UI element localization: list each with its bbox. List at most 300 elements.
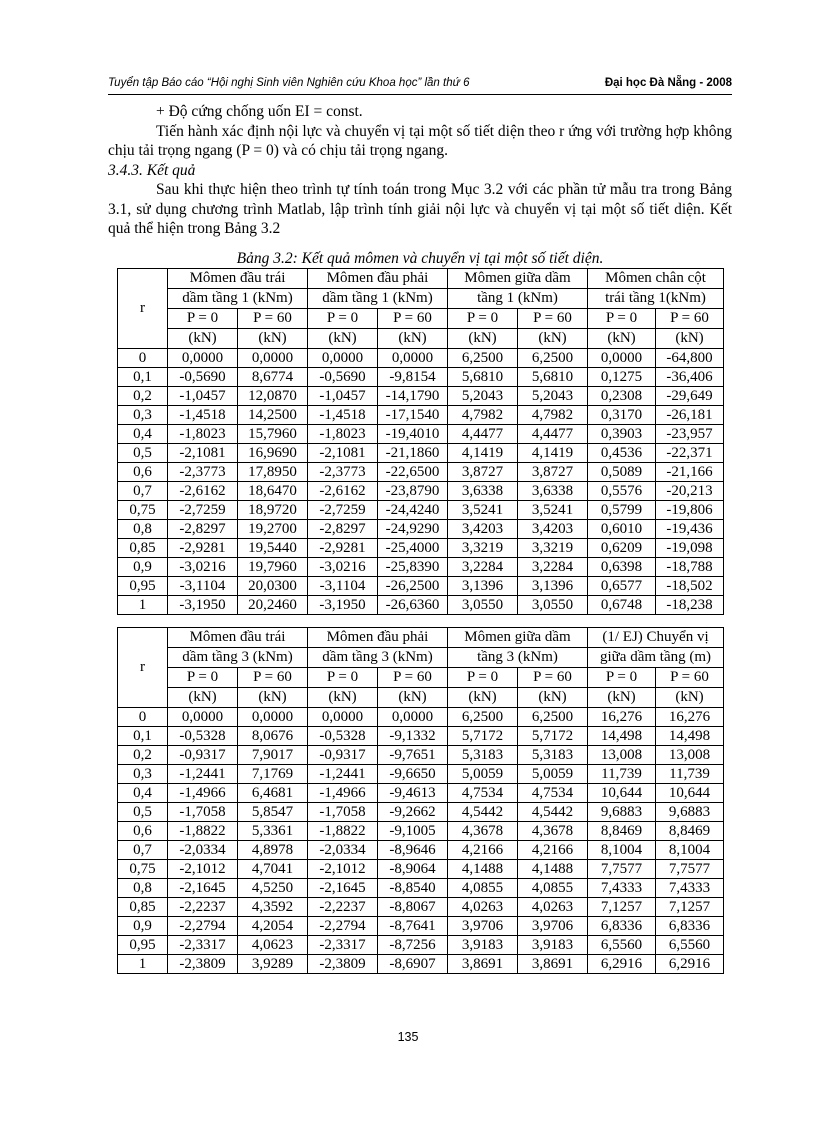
table-cell: 4,0263 — [448, 898, 518, 917]
r-value-cell: 0,8 — [118, 520, 168, 539]
table-cell: -0,5690 — [308, 368, 378, 387]
table-cell: -2,2237 — [308, 898, 378, 917]
r-value-cell: 1 — [118, 596, 168, 615]
table-cell: 3,9289 — [238, 955, 308, 974]
table-cell: -8,9064 — [378, 860, 448, 879]
table-cell: 0,1275 — [588, 368, 656, 387]
unit-header-row — [118, 329, 724, 349]
table-cell: -14,1790 — [378, 387, 448, 406]
table-cell: 6,2916 — [588, 955, 656, 974]
r-value-cell: 0,8 — [118, 879, 168, 898]
table-cell: 4,2166 — [448, 841, 518, 860]
table-cell: -2,9281 — [168, 539, 238, 558]
table-cell: 4,7534 — [518, 784, 588, 803]
table-cell: 4,3592 — [238, 898, 308, 917]
table-cell: 3,4203 — [448, 520, 518, 539]
table-cell: 4,4477 — [518, 425, 588, 444]
group-header: Mômen đầu phải — [308, 269, 448, 289]
load-p60: P = 60 — [656, 668, 724, 688]
table-cell: 3,9183 — [448, 936, 518, 955]
table-cell: 4,0855 — [448, 879, 518, 898]
table-row — [118, 349, 724, 368]
table-cell: -2,1012 — [308, 860, 378, 879]
table-cell: -22,6500 — [378, 463, 448, 482]
table-cell: 4,0623 — [238, 936, 308, 955]
table-row — [118, 425, 724, 444]
header-institution: Đại học Đà Nẵng - 2008 — [604, 77, 732, 89]
table-cell: 7,1769 — [238, 765, 308, 784]
table-row — [118, 482, 724, 501]
table-cell: 6,8336 — [656, 917, 724, 936]
table-row — [118, 539, 724, 558]
load-p60: P = 60 — [238, 668, 308, 688]
table-cell: -8,8540 — [378, 879, 448, 898]
table-row — [118, 727, 724, 746]
table-cell: -18,238 — [656, 596, 724, 615]
table-cell: -1,4966 — [168, 784, 238, 803]
table-row — [118, 558, 724, 577]
table-cell: -64,800 — [656, 349, 724, 368]
table-cell: 6,2500 — [518, 349, 588, 368]
table-cell: -2,3317 — [168, 936, 238, 955]
page-number: 135 — [397, 1030, 419, 1044]
table-cell: 3,8691 — [448, 955, 518, 974]
table-cell: 14,2500 — [238, 406, 308, 425]
table-row — [118, 577, 724, 596]
table-cell: -2,9281 — [308, 539, 378, 558]
table-cell: 5,2043 — [518, 387, 588, 406]
table-cell: 0,0000 — [238, 708, 308, 727]
table-row — [118, 860, 724, 879]
table-cell: 4,2054 — [238, 917, 308, 936]
body-text — [108, 102, 732, 239]
table-cell: -3,1104 — [168, 577, 238, 596]
table-cell: 0,6010 — [588, 520, 656, 539]
table-cell: -9,6650 — [378, 765, 448, 784]
table-cell: 8,6774 — [238, 368, 308, 387]
table-cell: -17,1540 — [378, 406, 448, 425]
table-cell: -1,2441 — [308, 765, 378, 784]
table-cell: 13,008 — [656, 746, 724, 765]
table-cell: 3,4203 — [518, 520, 588, 539]
table-cell: 0,0000 — [308, 708, 378, 727]
r-value-cell: 1 — [118, 955, 168, 974]
table-cell: -2,3773 — [168, 463, 238, 482]
table-cell: 11,739 — [656, 765, 724, 784]
table-cell: 7,7577 — [588, 860, 656, 879]
table-cell: -9,2662 — [378, 803, 448, 822]
group-header-unit: trái tầng 1(kNm) — [588, 289, 724, 309]
table-cell: -2,8297 — [308, 520, 378, 539]
table-cell: -2,2794 — [168, 917, 238, 936]
table-cell: 3,6338 — [518, 482, 588, 501]
table-cell: -25,4000 — [378, 539, 448, 558]
r-value-cell: 0,5 — [118, 444, 168, 463]
table-cell: 5,0059 — [518, 765, 588, 784]
table-cell: -2,6162 — [168, 482, 238, 501]
table-cell: 17,8950 — [238, 463, 308, 482]
group-header-unit: dầm tầng 1 (kNm) — [168, 289, 308, 309]
table-cell: 5,6810 — [518, 368, 588, 387]
table-cell: 6,5560 — [588, 936, 656, 955]
table-cell: 3,1396 — [518, 577, 588, 596]
table-cell: -1,7058 — [308, 803, 378, 822]
table-cell: 8,0676 — [238, 727, 308, 746]
table-row — [118, 955, 724, 974]
table-cell: 8,8469 — [656, 822, 724, 841]
section-subheading: 3.4.3. Kết quả — [108, 161, 196, 179]
r-value-cell: 0,4 — [118, 784, 168, 803]
load-p60: P = 60 — [518, 309, 588, 329]
r-value-cell: 0,6 — [118, 463, 168, 482]
table-cell: -9,8154 — [378, 368, 448, 387]
table-cell: -9,1332 — [378, 727, 448, 746]
r-value-cell: 0,75 — [118, 860, 168, 879]
group-header: Mômen đầu phải — [308, 628, 448, 648]
table-cell: 4,0263 — [518, 898, 588, 917]
group-header-unit: giữa dầm tầng (m) — [588, 648, 724, 668]
table-cell: -3,1950 — [168, 596, 238, 615]
table-cell: 16,276 — [588, 708, 656, 727]
group-header: Mômen đầu trái — [168, 269, 308, 289]
table-row — [118, 784, 724, 803]
table-cell: 4,7534 — [448, 784, 518, 803]
table-cell: 3,8691 — [518, 955, 588, 974]
table-cell: 0,5576 — [588, 482, 656, 501]
table-row — [118, 387, 724, 406]
r-header: r — [118, 269, 168, 349]
table-cell: 4,4477 — [448, 425, 518, 444]
table-cell: 16,276 — [656, 708, 724, 727]
table-cell: 3,0550 — [518, 596, 588, 615]
results-paragraph: Sau khi thực hiện theo trình tự tính toán trong Mục 3.2 với các phần tử mẫu tra trong Bảng 3.1, sử dụng chương trình Matlab, lập trình tính giải nội lực và chuyển vị tại một số tiết diện. Kết quả thể hiện trong Bảng 3.2 — [108, 181, 732, 237]
results-table-floor-1 — [117, 268, 724, 615]
table-cell: 4,7982 — [518, 406, 588, 425]
load-p60: P = 60 — [378, 668, 448, 688]
table-cell: 3,8727 — [518, 463, 588, 482]
load-p0: P = 0 — [448, 668, 518, 688]
table-cell: -23,957 — [656, 425, 724, 444]
table-cell: 4,1488 — [448, 860, 518, 879]
r-value-cell: 0,85 — [118, 539, 168, 558]
intro-paragraph: Tiến hành xác định nội lực và chuyển vị tại một số tiết diện theo r ứng với trường hợp không chịu tải trọng ngang (P = 0) và có chịu tải trọng ngang. — [108, 122, 732, 159]
table-cell: -19,436 — [656, 520, 724, 539]
table-cell: -1,8023 — [168, 425, 238, 444]
load-p0: P = 0 — [168, 309, 238, 329]
table-cell: -1,2441 — [168, 765, 238, 784]
table-cell: 0,5089 — [588, 463, 656, 482]
group-header-unit: dầm tầng 3 (kNm) — [168, 648, 308, 668]
r-value-cell: 0,1 — [118, 727, 168, 746]
table-cell: 6,2916 — [656, 955, 724, 974]
table-cell: -2,8297 — [168, 520, 238, 539]
table-cell: -3,1104 — [308, 577, 378, 596]
table-cell: -0,9317 — [168, 746, 238, 765]
table-cell: -18,788 — [656, 558, 724, 577]
table-cell: -2,7259 — [168, 501, 238, 520]
table-cell: -8,9646 — [378, 841, 448, 860]
table-cell: 3,9706 — [518, 917, 588, 936]
group-header: Mômen giữa dầm — [448, 628, 588, 648]
table-cell: 0,3903 — [588, 425, 656, 444]
table-cell: 6,4681 — [238, 784, 308, 803]
table-cell: 13,008 — [588, 746, 656, 765]
table-cell: 14,498 — [588, 727, 656, 746]
table-cell: 8,8469 — [588, 822, 656, 841]
table-cell: 0,0000 — [238, 349, 308, 368]
header-title: Tuyển tập Báo cáo “Hội nghị Sinh viên Nghiên cứu Khoa học” lần thứ 6 — [108, 77, 470, 89]
table-cell: -2,1012 — [168, 860, 238, 879]
table-row — [118, 841, 724, 860]
table-cell: -20,213 — [656, 482, 724, 501]
table-cell: -1,8822 — [308, 822, 378, 841]
table-cell: 5,7172 — [448, 727, 518, 746]
table-row — [118, 898, 724, 917]
table-row — [118, 406, 724, 425]
table-cell: -1,4966 — [308, 784, 378, 803]
table-row — [118, 765, 724, 784]
unit-kn: (kN) — [518, 329, 588, 349]
results-table-floor-3 — [117, 627, 724, 974]
table-cell: -1,8822 — [168, 822, 238, 841]
table-cell: -2,3809 — [168, 955, 238, 974]
table-cell: 5,7172 — [518, 727, 588, 746]
table-cell: 3,5241 — [448, 501, 518, 520]
table-cell: 0,5799 — [588, 501, 656, 520]
table-cell: 0,4536 — [588, 444, 656, 463]
table-cell: -18,502 — [656, 577, 724, 596]
table-cell: 3,0550 — [448, 596, 518, 615]
load-p60: P = 60 — [378, 309, 448, 329]
table-row — [118, 596, 724, 615]
table-cell: 20,2460 — [238, 596, 308, 615]
table-row — [118, 917, 724, 936]
table-cell: 18,6470 — [238, 482, 308, 501]
group-header: (1/ EJ) Chuyển vị — [588, 628, 724, 648]
table-cell: 0,6577 — [588, 577, 656, 596]
table-cell: -1,0457 — [308, 387, 378, 406]
table-cell: 10,644 — [656, 784, 724, 803]
table-cell: -2,2237 — [168, 898, 238, 917]
table-cell: -2,1081 — [308, 444, 378, 463]
table-cell: 4,1419 — [448, 444, 518, 463]
table-cell: -21,1860 — [378, 444, 448, 463]
table-cell: 0,0000 — [168, 708, 238, 727]
r-value-cell: 0,2 — [118, 746, 168, 765]
table-cell: 8,1004 — [588, 841, 656, 860]
r-value-cell: 0,95 — [118, 577, 168, 596]
r-value-cell: 0 — [118, 708, 168, 727]
table-cell: 4,0855 — [518, 879, 588, 898]
r-value-cell: 0,85 — [118, 898, 168, 917]
table-cell: -8,8067 — [378, 898, 448, 917]
table-cell: -21,166 — [656, 463, 724, 482]
table-cell: 6,2500 — [448, 708, 518, 727]
table-cell: 11,739 — [588, 765, 656, 784]
table-cell: 3,1396 — [448, 577, 518, 596]
r-value-cell: 0,75 — [118, 501, 168, 520]
table-cell: 3,5241 — [518, 501, 588, 520]
table-row — [118, 879, 724, 898]
table-body — [118, 708, 724, 974]
table-cell: -2,0334 — [168, 841, 238, 860]
table-cell: 0,0000 — [378, 349, 448, 368]
table-cell: -36,406 — [656, 368, 724, 387]
table-cell: 3,2284 — [448, 558, 518, 577]
table-cell: -2,3317 — [308, 936, 378, 955]
table-cell: -23,8790 — [378, 482, 448, 501]
table-row — [118, 803, 724, 822]
table-cell: -19,806 — [656, 501, 724, 520]
table-row — [118, 501, 724, 520]
table-cell: 4,8978 — [238, 841, 308, 860]
r-value-cell: 0,7 — [118, 482, 168, 501]
unit-kn: (kN) — [308, 329, 378, 349]
table-cell: 9,6883 — [588, 803, 656, 822]
table-cell: 19,7960 — [238, 558, 308, 577]
table-cell: 7,7577 — [656, 860, 724, 879]
load-p0: P = 0 — [588, 309, 656, 329]
table-cell: 3,6338 — [448, 482, 518, 501]
table-cell: 3,3219 — [448, 539, 518, 558]
table-cell: -3,1950 — [308, 596, 378, 615]
table-cell: 4,3678 — [448, 822, 518, 841]
table-cell: -1,4518 — [308, 406, 378, 425]
table-row — [118, 822, 724, 841]
load-header-row — [118, 668, 724, 688]
table-cell: -2,1645 — [168, 879, 238, 898]
table-cell: 19,5440 — [238, 539, 308, 558]
table-cell: -0,9317 — [308, 746, 378, 765]
r-value-cell: 0,2 — [118, 387, 168, 406]
unit-kn: (kN) — [378, 329, 448, 349]
table-caption: Bảng 3.2: Kết quả mômen và chuyển vị tại một số tiết diện. — [236, 250, 604, 267]
table-cell: -8,6907 — [378, 955, 448, 974]
load-p60: P = 60 — [656, 309, 724, 329]
table-cell: 5,3361 — [238, 822, 308, 841]
table-cell: -1,0457 — [168, 387, 238, 406]
table-cell: 0,6748 — [588, 596, 656, 615]
table-cell: -2,6162 — [308, 482, 378, 501]
table-cell: -0,5328 — [168, 727, 238, 746]
r-value-cell: 0,3 — [118, 406, 168, 425]
table-cell: 4,7041 — [238, 860, 308, 879]
table-cell: -26,2500 — [378, 577, 448, 596]
table-cell: 4,5250 — [238, 879, 308, 898]
unit-kn: (kN) — [656, 688, 724, 708]
table-cell: 4,5442 — [448, 803, 518, 822]
r-value-cell: 0,6 — [118, 822, 168, 841]
group-header-unit: dầm tầng 1 (kNm) — [308, 289, 448, 309]
table-row — [118, 444, 724, 463]
table-cell: -1,7058 — [168, 803, 238, 822]
table-cell: 15,7960 — [238, 425, 308, 444]
table-cell: 3,8727 — [448, 463, 518, 482]
table-cell: 5,0059 — [448, 765, 518, 784]
table-cell: 3,9183 — [518, 936, 588, 955]
table-cell: 5,3183 — [448, 746, 518, 765]
table-cell: 0,2308 — [588, 387, 656, 406]
table-cell: 6,8336 — [588, 917, 656, 936]
table-cell: 3,9706 — [448, 917, 518, 936]
r-value-cell: 0 — [118, 349, 168, 368]
table-cell: -24,9290 — [378, 520, 448, 539]
table-cell: 4,7982 — [448, 406, 518, 425]
table-cell: -3,0216 — [168, 558, 238, 577]
table-cell: 0,0000 — [308, 349, 378, 368]
table-cell: 0,0000 — [378, 708, 448, 727]
group-header-unit: dầm tầng 3 (kNm) — [308, 648, 448, 668]
table-cell: -1,8023 — [308, 425, 378, 444]
table-cell: -0,5328 — [308, 727, 378, 746]
r-value-cell: 0,1 — [118, 368, 168, 387]
table-cell: 3,3219 — [518, 539, 588, 558]
group-header: Mômen giữa dầm — [448, 269, 588, 289]
table-row — [118, 746, 724, 765]
table-cell: -8,7641 — [378, 917, 448, 936]
table-cell: -0,5690 — [168, 368, 238, 387]
r-value-cell: 0,4 — [118, 425, 168, 444]
table-cell: -25,8390 — [378, 558, 448, 577]
table-cell: 7,1257 — [588, 898, 656, 917]
load-p0: P = 0 — [308, 309, 378, 329]
unit-kn: (kN) — [168, 688, 238, 708]
table-cell: -2,0334 — [308, 841, 378, 860]
group-header: Mômen chân cột — [588, 269, 724, 289]
unit-kn: (kN) — [518, 688, 588, 708]
table-cell: -2,7259 — [308, 501, 378, 520]
r-value-cell: 0,95 — [118, 936, 168, 955]
table-cell: 4,2166 — [518, 841, 588, 860]
r-value-cell: 0,3 — [118, 765, 168, 784]
table-cell: -2,1645 — [308, 879, 378, 898]
r-value-cell: 0,7 — [118, 841, 168, 860]
table-cell: -8,7256 — [378, 936, 448, 955]
table-cell: -24,4240 — [378, 501, 448, 520]
table-cell: 6,5560 — [656, 936, 724, 955]
table-cell: 0,6398 — [588, 558, 656, 577]
unit-kn: (kN) — [308, 688, 378, 708]
table-cell: -26,6360 — [378, 596, 448, 615]
table-cell: -2,3809 — [308, 955, 378, 974]
table-cell: -1,4518 — [168, 406, 238, 425]
table-cell: -2,1081 — [168, 444, 238, 463]
table-cell: 20,0300 — [238, 577, 308, 596]
table-cell: 12,0870 — [238, 387, 308, 406]
table-cell: -2,2794 — [308, 917, 378, 936]
table-row — [118, 936, 724, 955]
table-cell: 5,8547 — [238, 803, 308, 822]
unit-kn: (kN) — [168, 329, 238, 349]
table-cell: -26,181 — [656, 406, 724, 425]
r-value-cell: 0,9 — [118, 558, 168, 577]
r-value-cell: 0,9 — [118, 917, 168, 936]
table-cell: 0,6209 — [588, 539, 656, 558]
table-cell: 7,4333 — [656, 879, 724, 898]
page-header — [108, 74, 732, 95]
unit-kn: (kN) — [656, 329, 724, 349]
unit-kn: (kN) — [588, 329, 656, 349]
unit-kn: (kN) — [448, 688, 518, 708]
r-header: r — [118, 628, 168, 708]
unit-kn: (kN) — [238, 329, 308, 349]
table-cell: -9,7651 — [378, 746, 448, 765]
stiffness-line: + Độ cứng chống uốn EI = const. — [156, 103, 363, 120]
table-cell: 0,3170 — [588, 406, 656, 425]
table-body — [118, 349, 724, 615]
table-cell: 18,9720 — [238, 501, 308, 520]
load-p0: P = 0 — [448, 309, 518, 329]
